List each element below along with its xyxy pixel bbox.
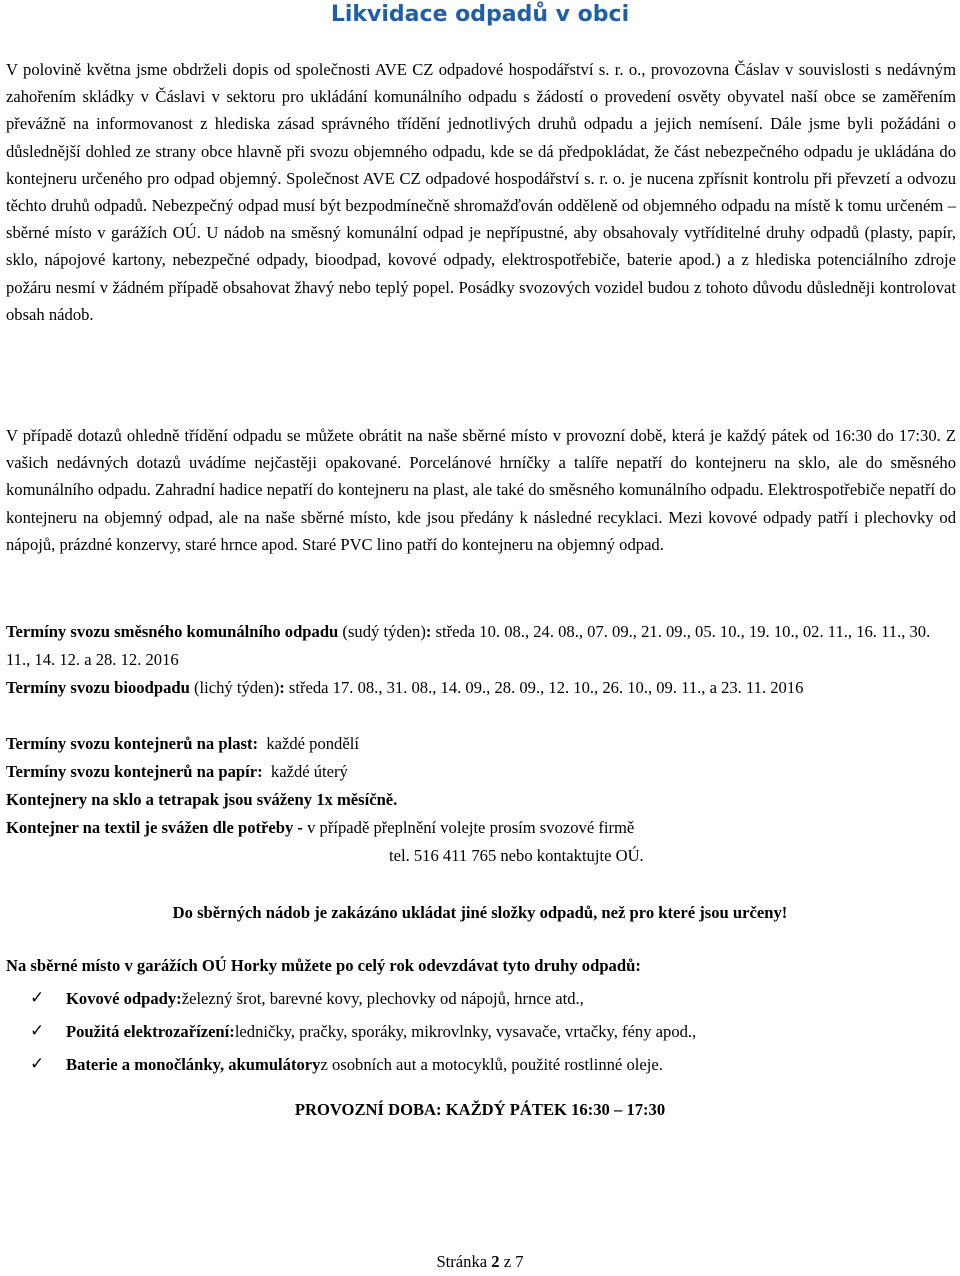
schedule-plastic-value: každé pondělí xyxy=(266,734,359,753)
list-item xyxy=(30,1015,696,1048)
list-item-label: Použitá elektrozařízení: xyxy=(66,1022,235,1041)
schedule-textile xyxy=(6,814,956,842)
list-item xyxy=(30,1048,696,1081)
warning-notice: Do sběrných nádob je zakázáno ukládat jiné složky odpadů, než pro které jsou určeny! xyxy=(172,903,788,922)
schedule-paper-value: každé úterý xyxy=(270,762,348,781)
list-item-text: ledničky, pračky, sporáky, mikrovlnky, vysavače, vrtačky, fény apod., xyxy=(234,1022,697,1041)
list-item-label: Kovové odpady: xyxy=(66,989,182,1008)
opening-hours: PROVOZNÍ DOBA: KAŽDÝ PÁTEK 16:30 – 17:30 xyxy=(294,1100,666,1119)
collection-heading: Na sběrné místo v garážích OÚ Horky můžete po celý rok odevzdávat tyto druhy odpadů: xyxy=(6,956,641,975)
schedule-glass-text: Kontejnery na sklo a tetrapak jsou sváženy 1x měsíčně. xyxy=(6,790,398,809)
collection-list xyxy=(30,982,696,1081)
list-item-text: železný šrot, barevné kovy, plechovky od nápojů, hrnce atd., xyxy=(181,989,584,1008)
schedule-mixed-dates: středa 10. 08., 24. 08., 07. 09., 21. 09., 05. 10., 19. 10., 02. 11., 16. 11., 30. 11., 14. 12. a 28. 12. 2016 xyxy=(6,622,931,669)
page-title: Likvidace odpadů v obci xyxy=(330,2,630,27)
schedule-textile-value: v případě přeplnění volejte prosím svozové firmě xyxy=(302,818,635,837)
schedule-paper xyxy=(6,758,956,786)
paragraph-faq: V případě dotazů ohledně třídění odpadu se můžete obrátit na naše sběrné místo v provozní době, která je každý pátek od 16:30 do 17:30. Z vašich nedávných dotazů uvádíme nejčastěji opakované. Porcelánové hrníčky a talíře nepatří do kontejneru na sklo, ale do směsného komunálního odpadu. Zahradní hadice nepatří do kontejneru na plast, ale také do směsného komunálního odpadu. Elektrospotřebiče nepatří do kontejneru na objemný odpad, ale na naše sběrné místo, kde jsou předány k následné recyklaci. Mezi kovové odpady patří i plechovky od nápojů, prázdné konzervy, staré hrnce apod. Staré PVC lino patří do kontejneru na objemný odpad. xyxy=(6,426,956,554)
schedule-paper-label: Termíny svozu kontejnerů na papír: xyxy=(6,762,263,781)
page-number-total: 7 xyxy=(515,1252,524,1271)
list-item xyxy=(30,982,696,1015)
schedule-textile-label: Kontejner na textil je svážen dle potřeby - xyxy=(6,818,303,837)
schedule-mixed-label: Termíny svozu směsného komunálního odpadu xyxy=(6,622,339,641)
page-number-prefix: Stránka xyxy=(436,1252,492,1271)
schedule-mixed-note: (sudý týden) xyxy=(338,622,426,641)
checkmark-icon: ✓ xyxy=(30,988,45,1008)
schedule-mixed-waste xyxy=(6,618,956,674)
schedule-plastic-label: Termíny svozu kontejnerů na plast: xyxy=(6,734,259,753)
page-number-mid: z xyxy=(499,1252,516,1271)
page-number-current: 2 xyxy=(491,1252,500,1271)
list-item-text: z osobních aut a motocyklů, použité rostlinné oleje. xyxy=(320,1055,663,1074)
list-item-label: Baterie a monočlánky, akumulátory xyxy=(66,1055,321,1074)
paragraph-intro: V polovině května jsme obdrželi dopis od společnosti AVE CZ odpadové hospodářství s. r. o., provozovna Čáslav v souvislosti s nedávným zahořením skládky v Čáslavi v sektoru pro ukládání komunálního odpadu s žádostí o provedení osvěty obyvatel naší obce se zaměřením převážně na informovanost z hlediska zásad správného třídění jednotlivých druhů odpadu a jejich nemísení. Dále jsme byli požádáni o důslednější dohled ze strany obce hlavně při svozu objemného odpadu, kde se dá předpokládat, že část nebezpečného odpadu je ukládána do kontejneru určeného pro odpad objemný. Společnost AVE CZ odpadové hospodářství s. r. o. je nucena zpřísnit kontrolu při převzetí a odvozu těchto druhů odpadů. Nebezpečný odpad musí být bezpodmínečně shromažďován odděleně od objemného odpadu na místě k tomu určeném – sběrné místo v garážích OÚ. U nádob na směsný komunální odpad je nepřípustné, aby obsahovaly vytříditelné druhy odpadů (plasty, papír, sklo, nápojové kartony, nebezpečné odpady, bioodpad, kovové odpady, elektrospotřebiče, baterie apod.) a z hlediska potenciálního zdroje požáru nesmí v žádném případě obsahovat žhavý nebo teplý popel. Posádky svozových vozidel budou z tohoto důvodu důsledněji kontrolovat obsah nádob. xyxy=(6,60,956,324)
schedule-bio-dates: středa 17. 08., 31. 08., 14. 09., 28. 09., 12. 10., 26. 10., 09. 11., a 23. 11. 2016 xyxy=(284,678,804,697)
checkmark-icon: ✓ xyxy=(30,1021,45,1041)
schedule-bio-colon: : xyxy=(279,678,285,697)
schedule-glass xyxy=(6,786,956,814)
checkmark-icon: ✓ xyxy=(30,1054,45,1074)
schedule-bio-note: (lichý týden) xyxy=(189,678,280,697)
schedule-bio-waste xyxy=(6,674,956,702)
page-number xyxy=(0,1252,960,1272)
contact-phone: tel. 516 411 765 nebo kontaktujte OÚ. xyxy=(389,846,644,865)
schedule-mixed-colon: : xyxy=(425,622,432,641)
schedule-plastic xyxy=(6,730,956,758)
schedule-bio-label: Termíny svozu bioodpadu xyxy=(6,678,190,697)
